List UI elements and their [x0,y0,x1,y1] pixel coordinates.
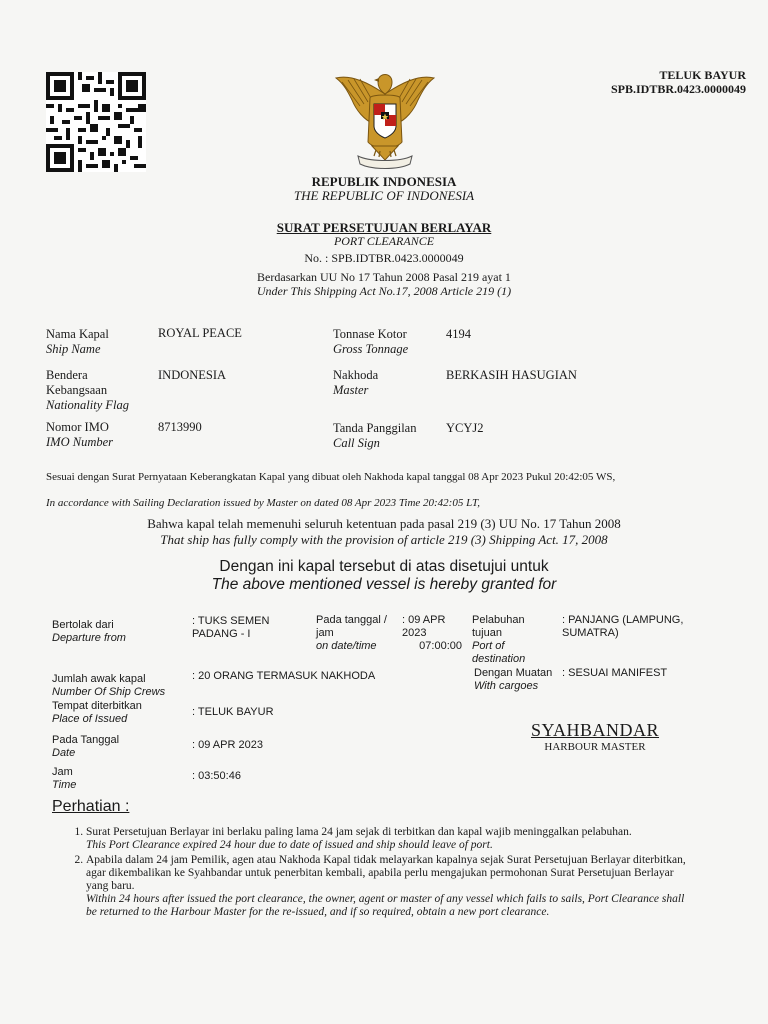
master-value: BERKASIH HASUGIAN [446,368,577,382]
harbour-master-title-en: HARBOUR MASTER [544,741,646,753]
notes-list [86,826,692,919]
note-item-2: 2. Apabila dalam 24 jam Pemilik, agen atau Nakhoda Kapal tidak melayarkan kapalnya sejak Surat Persetujuan Berlayar diterbitkan, agar dikembalikan ke Syahbandar untuk penerbitan kembali, apabila perlu mengajukan permohonan Surat Persetujuan Berlayar yang baru. Within 24 hours after issued the port clearance, the owner, agent or master of any vessel which fails to sails, Port Clearance shall be returned to the Harbour Master for the re-issued, and if so required, obtain a new port clearance. [86,854,692,919]
notes-title: Perhatian : [52,798,130,815]
document-reference: SPB.IDTBR.0423.0000049 [610,82,746,96]
issue-date-value: : 09 APR 2023 [192,739,263,751]
legal-basis-id: Berdasarkan UU No 17 Tahun 2008 Pasal 219 ayat 1 [257,270,511,284]
destination-label: Pelabuhan tujuan Port of destination [472,614,526,665]
compliance-statement-id: Bahwa kapal telah memenuhi seluruh ketentuan pada pasal 219 (3) UU No. 17 Tahun 2008 [147,516,621,531]
call-sign-value: YCYJ2 [446,421,484,435]
port-reference [611,68,746,96]
document-title-id: SURAT PERSETUJUAN BERLAYAR [276,220,492,235]
imo-value: 8713990 [158,420,202,434]
garuda-emblem-icon [330,64,440,172]
departure-label: Bertolak dari Departure from [52,619,126,644]
harbour-master-signatory [520,720,670,753]
master-label: Nakhoda Master [333,368,379,397]
qr-code-icon [46,72,146,172]
note-item-1: 1. Surat Persetujuan Berlayar ini berlaku paling lama 24 jam sejak di terbitkan dan kapal wajib meninggalkan pelabuhan. This Port Clearance expired 24 hour due to date of issued and ship should leave of port. [86,826,692,852]
legal-basis-en: Under This Shipping Act No.17, 2008 Article 219 (1) [256,284,512,298]
harbour-master-title-id: SYAHBANDAR [530,720,660,740]
departure-date-value: : 09 APR 2023 07:00:00 [402,614,462,652]
compliance-statement-en: That ship has fully comply with the provision of article 219 (3) Shipping Act. 17, 2008 [160,532,608,547]
gross-tonnage-value: 4194 [446,327,471,341]
granted-statement-id: Dengan ini kapal tersebut di atas disetujui untuk [219,558,549,575]
departure-date-label: Pada tanggal / jam on date/time [316,614,387,652]
port-name: TELUK BAYUR [659,68,746,82]
document-title-en: PORT CLEARANCE [333,234,435,248]
sailing-declaration-en: In accordance with Sailing Declaration issued by Master on dated 08 Apr 2023 Time 20:42:05 LT, [46,497,481,509]
granted-statement-en: The above mentioned vessel is hereby granted for [211,576,557,593]
crew-value: : 20 ORANG TERMASUK NAKHODA [192,670,376,682]
flag-value: INDONESIA [158,368,227,382]
document-number: No. : SPB.IDTBR.0423.0000049 [304,251,464,265]
departure-value: : TUKS SEMEN PADANG - I [192,615,270,640]
imo-label: Nomor IMO IMO Number [46,420,114,449]
issue-date-label: Pada Tanggal Date [52,734,120,759]
sailing-declaration-id: Sesuai dengan Surat Pernyataan Keberangkatan Kapal yang dibuat oleh Nakhoda kapal tanggal 08 Apr 2023 Pukul 20:42:05 WS, [46,471,616,483]
destination-value: : PANJANG (LAMPUNG, SUMATRA) [562,614,684,639]
notes-section [52,798,692,921]
issue-time-label: Jam Time [52,766,77,791]
cargo-label: Dengan Muatan With cargoes [474,667,553,692]
flag-label: Bendera Kebangsaan Nationality Flag [46,368,129,412]
cargo-value: : SESUAI MANIFEST [562,667,668,679]
ship-name-label: Nama Kapal Ship Name [46,327,109,356]
place-issued-label: Tempat diterbitkan Place of Issued [52,700,142,725]
country-name-id: REPUBLIK INDONESIA [311,174,457,189]
crew-label: Jumlah awak kapal Number Of Ship Crews [52,673,166,698]
ship-name-value: ROYAL PEACE [158,326,242,340]
place-issued-value: : TELUK BAYUR [192,706,274,718]
call-sign-label: Tanda Panggilan Call Sign [333,421,417,450]
issue-time-value: : 03:50:46 [192,770,241,782]
country-name-en: THE REPUBLIC OF INDONESIA [293,188,475,203]
gross-tonnage-label: Tonnase Kotor Gross Tonnage [333,327,409,356]
